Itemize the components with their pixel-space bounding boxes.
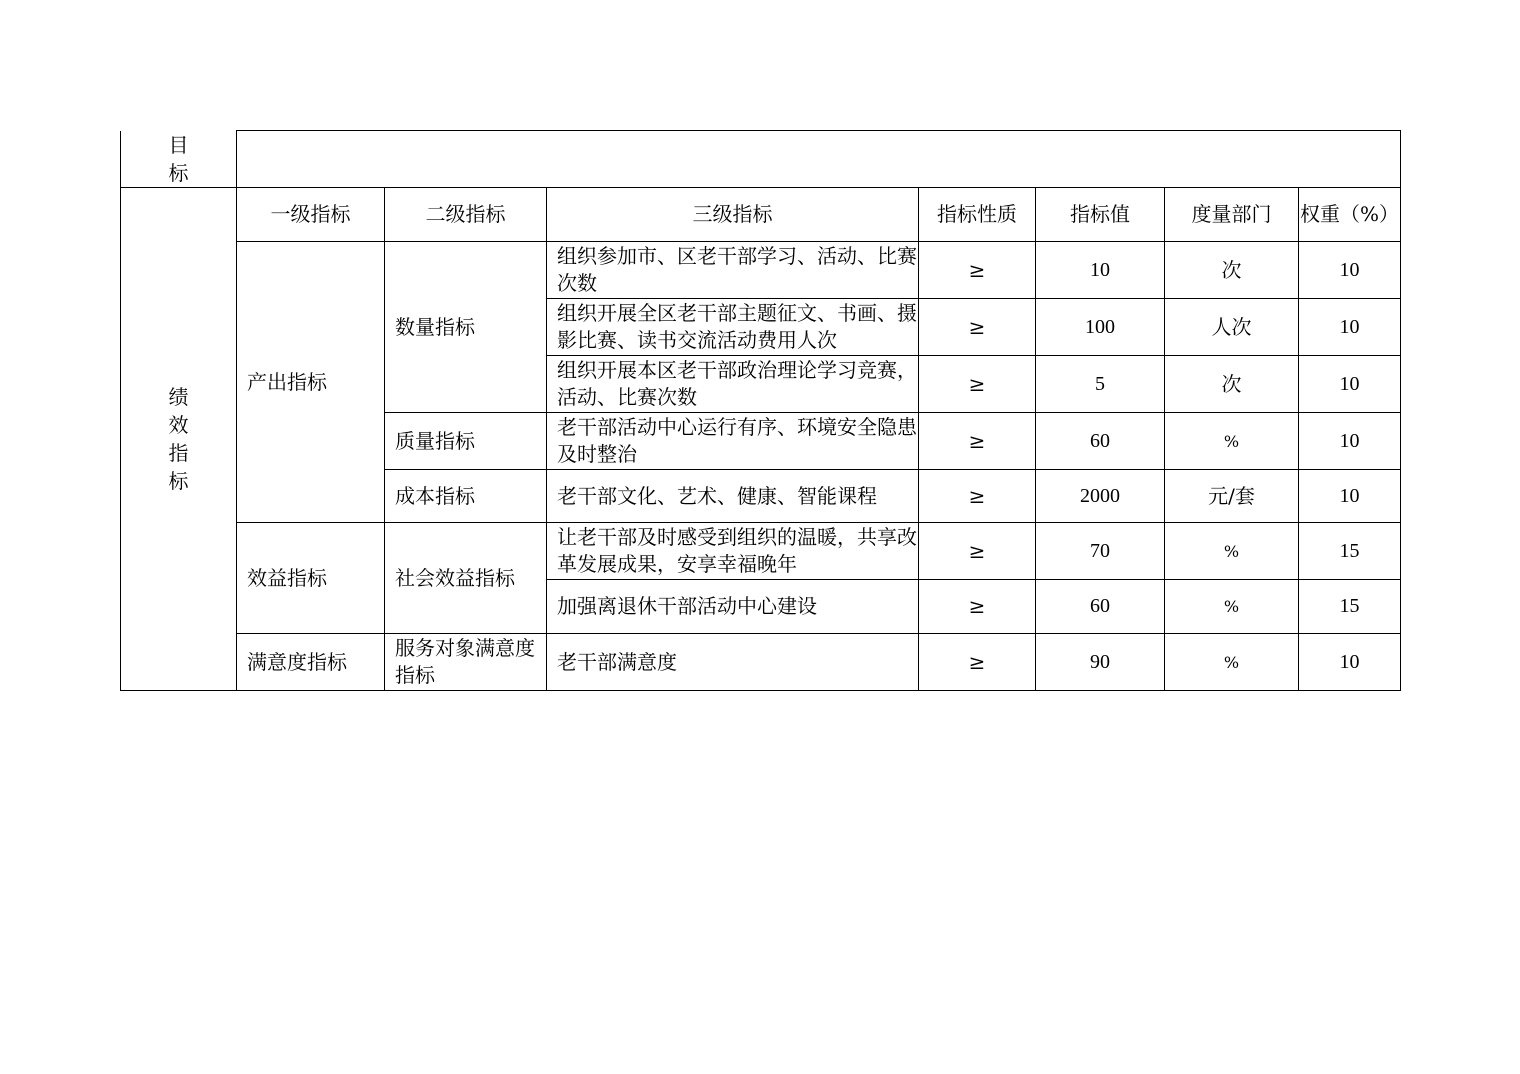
unit-cell: % — [1165, 634, 1299, 691]
header-level1: 一级指标 — [237, 188, 385, 242]
nature-cell: ≥ — [919, 523, 1036, 580]
value-cell: 90 — [1036, 634, 1165, 691]
weight-cell: 10 — [1299, 299, 1401, 356]
nature-cell: ≥ — [919, 356, 1036, 413]
header-weight: 权重（%） — [1299, 188, 1401, 242]
value-cell: 2000 — [1036, 470, 1165, 523]
weight-cell: 10 — [1299, 470, 1401, 523]
indicator-cell: 组织参加市、区老干部学习、活动、比赛次数 — [547, 242, 919, 299]
subgroup-cost: 成本指标 — [385, 470, 547, 523]
group-satisfaction: 满意度指标 — [237, 634, 385, 691]
table-row — [121, 634, 1401, 691]
header-level3: 三级指标 — [547, 188, 919, 242]
value-cell: 10 — [1036, 242, 1165, 299]
goal-label-cell — [121, 131, 237, 188]
header-value: 指标值 — [1036, 188, 1165, 242]
indicator-cell: 组织开展本区老干部政治理论学习竞赛，活动、比赛次数 — [547, 356, 919, 413]
nature-cell: ≥ — [919, 470, 1036, 523]
unit-cell: 次 — [1165, 242, 1299, 299]
weight-cell: 10 — [1299, 413, 1401, 470]
unit-cell: % — [1165, 580, 1299, 634]
unit-cell: 次 — [1165, 356, 1299, 413]
value-cell: 60 — [1036, 413, 1165, 470]
weight-cell: 10 — [1299, 356, 1401, 413]
goal-content-cell — [237, 131, 1401, 188]
unit-cell: % — [1165, 413, 1299, 470]
indicator-cell: 老干部满意度 — [547, 634, 919, 691]
indicator-cell: 老干部文化、艺术、健康、智能课程 — [547, 470, 919, 523]
unit-cell: 人次 — [1165, 299, 1299, 356]
goal-label-char: 目 — [168, 132, 189, 157]
indicator-cell: 让老干部及时感受到组织的温暖，共享改革发展成果，安享幸福晚年 — [547, 523, 919, 580]
subgroup-quantity: 数量指标 — [385, 242, 547, 413]
indicator-cell: 加强离退休干部活动中心建设 — [547, 580, 919, 634]
subgroup-quality: 质量指标 — [385, 413, 547, 470]
weight-cell: 15 — [1299, 523, 1401, 580]
perf-label-char: 效 — [168, 413, 189, 437]
nature-cell: ≥ — [919, 634, 1036, 691]
perf-label-char: 标 — [168, 469, 189, 493]
nature-cell: ≥ — [919, 242, 1036, 299]
weight-cell: 10 — [1299, 634, 1401, 691]
header-level2: 二级指标 — [385, 188, 547, 242]
group-output: 产出指标 — [237, 242, 385, 523]
header-unit: 度量部门 — [1165, 188, 1299, 242]
value-cell: 70 — [1036, 523, 1165, 580]
goal-label-char: 标 — [168, 160, 189, 185]
value-cell: 100 — [1036, 299, 1165, 356]
indicator-cell: 组织开展全区老干部主题征文、书画、摄影比赛、读书交流活动费用人次 — [547, 299, 919, 356]
weight-cell: 15 — [1299, 580, 1401, 634]
perf-label-cell — [121, 188, 237, 691]
group-benefit: 效益指标 — [237, 523, 385, 634]
nature-cell: ≥ — [919, 580, 1036, 634]
subgroup-service: 服务对象满意度指标 — [385, 634, 547, 691]
table-row — [121, 523, 1401, 580]
goal-row — [121, 131, 1401, 188]
value-cell: 5 — [1036, 356, 1165, 413]
perf-label-char: 指 — [168, 441, 189, 465]
performance-table — [120, 130, 1401, 691]
nature-cell: ≥ — [919, 413, 1036, 470]
unit-cell: % — [1165, 523, 1299, 580]
unit-cell: 元/套 — [1165, 470, 1299, 523]
nature-cell: ≥ — [919, 299, 1036, 356]
perf-label-char: 绩 — [168, 385, 189, 409]
weight-cell: 10 — [1299, 242, 1401, 299]
header-nature: 指标性质 — [919, 188, 1036, 242]
indicator-cell: 老干部活动中心运行有序、环境安全隐患及时整治 — [547, 413, 919, 470]
header-row — [121, 188, 1401, 242]
subgroup-social: 社会效益指标 — [385, 523, 547, 634]
value-cell: 60 — [1036, 580, 1165, 634]
table-row — [121, 242, 1401, 299]
